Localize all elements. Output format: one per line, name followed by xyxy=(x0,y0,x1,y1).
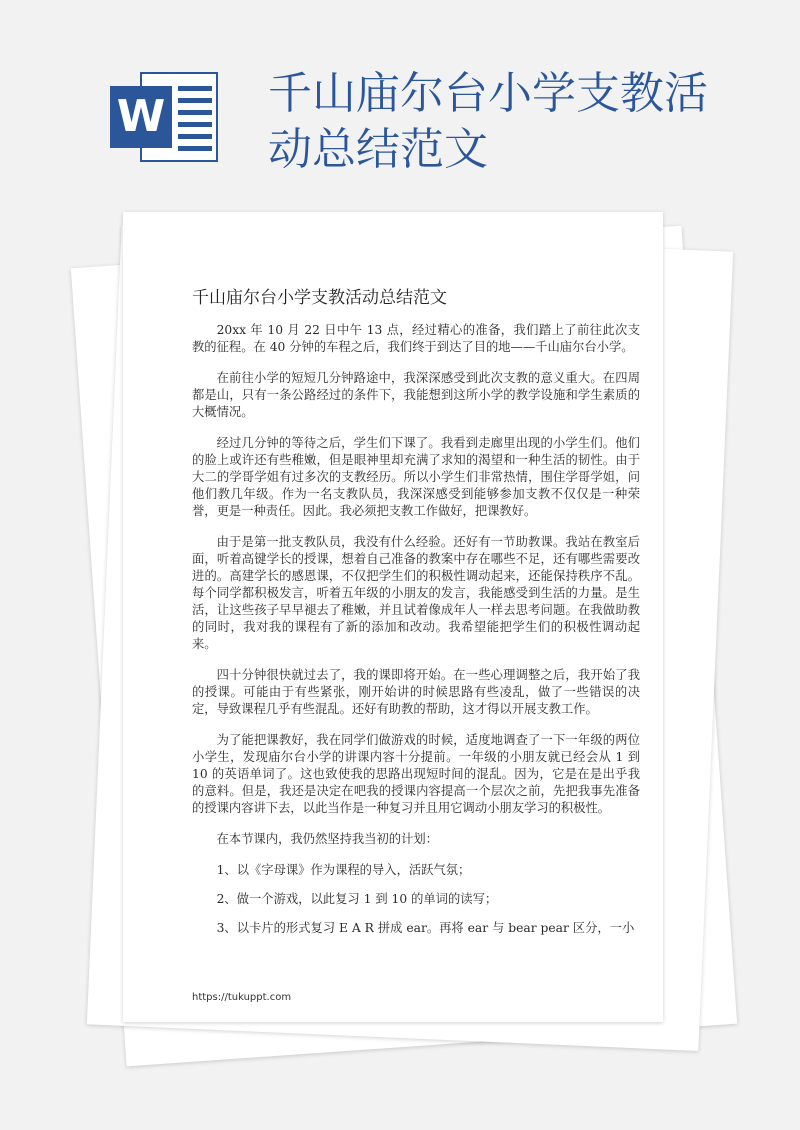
document-title: 千山庙尔台小学支教活动总结范文 xyxy=(192,288,447,308)
document-body xyxy=(192,322,640,949)
paragraph: 在前往小学的短短几分钟路途中，我深深感受到此次支教的意义重大。在四周都是山，只有一条公路经过的条件下，我能想到这所小学的教学设施和学生素质的大概情况。 xyxy=(192,371,640,419)
page-title: 千山庙尔台小学支教活动总结范文 xyxy=(268,68,708,175)
footer-url: https://tukuppt.com xyxy=(192,992,292,1003)
word-letter-badge: W xyxy=(110,86,172,148)
paragraph: 四十分钟很快就过去了，我的课即将开始。在一些心理调整之后，我开始了我的授课。可能由于有些紧张，刚开始讲的时候思路有些凌乱，做了一些错误的决定，导致课程几乎有些混乱。还好有助教的帮助，这才得以开展支教工作。 xyxy=(192,668,640,716)
paragraph: 20xx 年 10 月 22 日中午 13 点，经过精心的准备，我们踏上了前往此次支教的征程。在 40 分钟的车程之后，我们终于到达了目的地——千山庙尔台小学。 xyxy=(192,323,640,354)
list-item: 2、做一个游戏，以此复习 1 到 10 的单词的读写； xyxy=(216,892,498,906)
word-icon xyxy=(110,72,220,162)
list-item: 1、以《字母课》作为课程的导入，活跃气氛； xyxy=(216,863,471,877)
list-item: 3、以卡片的形式复习 E A R 拼成 ear。再将 ear 与 bear pear 区分，一小 xyxy=(216,921,635,935)
paragraph: 由于是第一批支教队员，我没有什么经验。还好有一节助教课。我站在教室后面，听着高键学长的授课，想着自己准备的教案中存在哪些不足，还有哪些需要改进的。高建学长的感恩课，不仅把学生们的积极性调动起来，还能保持秩序不乱。每个同学都积极发言，听着五年级的小朋友的发言，我能感受到生活的力量。是生活，让这些孩子早早褪去了稚嫩，并且试着像成年人一样去思考问题。在我做助教的同时，我对我的课程有了新的添加和改动。我希望能把学生们的积极性调动起来。 xyxy=(192,535,640,651)
paragraph: 在本节课内，我仍然坚持我当初的计划： xyxy=(216,832,438,846)
paragraph: 为了能把课教好，我在同学们做游戏的时候，适度地调查了一下一年级的两位小学生，发现庙尔台小学的讲课内容十分提前。一年级的小朋友就已经会从 1 到 10 的英语单词了。这也致使我的思路出现短时间的混乱。因为，它是在是出乎我的意料。但是，我还是决定在吧我的授课内容提高一个层次之前，先把我事先准备的授课内容讲下去，以此当作是一种复习并且用它调动小朋友学习的积极性。 xyxy=(192,733,640,815)
paragraph: 经过几分钟的等待之后，学生们下课了。我看到走廊里出现的小学生们。他们的脸上或许还有些稚嫩，但是眼神里却充满了求知的渴望和一种生活的韧性。由于大二的学哥学姐有过多次的支教经历。所以小学生们非常热情，围住学哥学姐，问他们教几年级。作为一名支教队员，我深深感受到能够参加支教不仅仅是一种荣誉，更是一种责任。因此。我必须把支教工作做好，把课教好。 xyxy=(192,436,640,518)
